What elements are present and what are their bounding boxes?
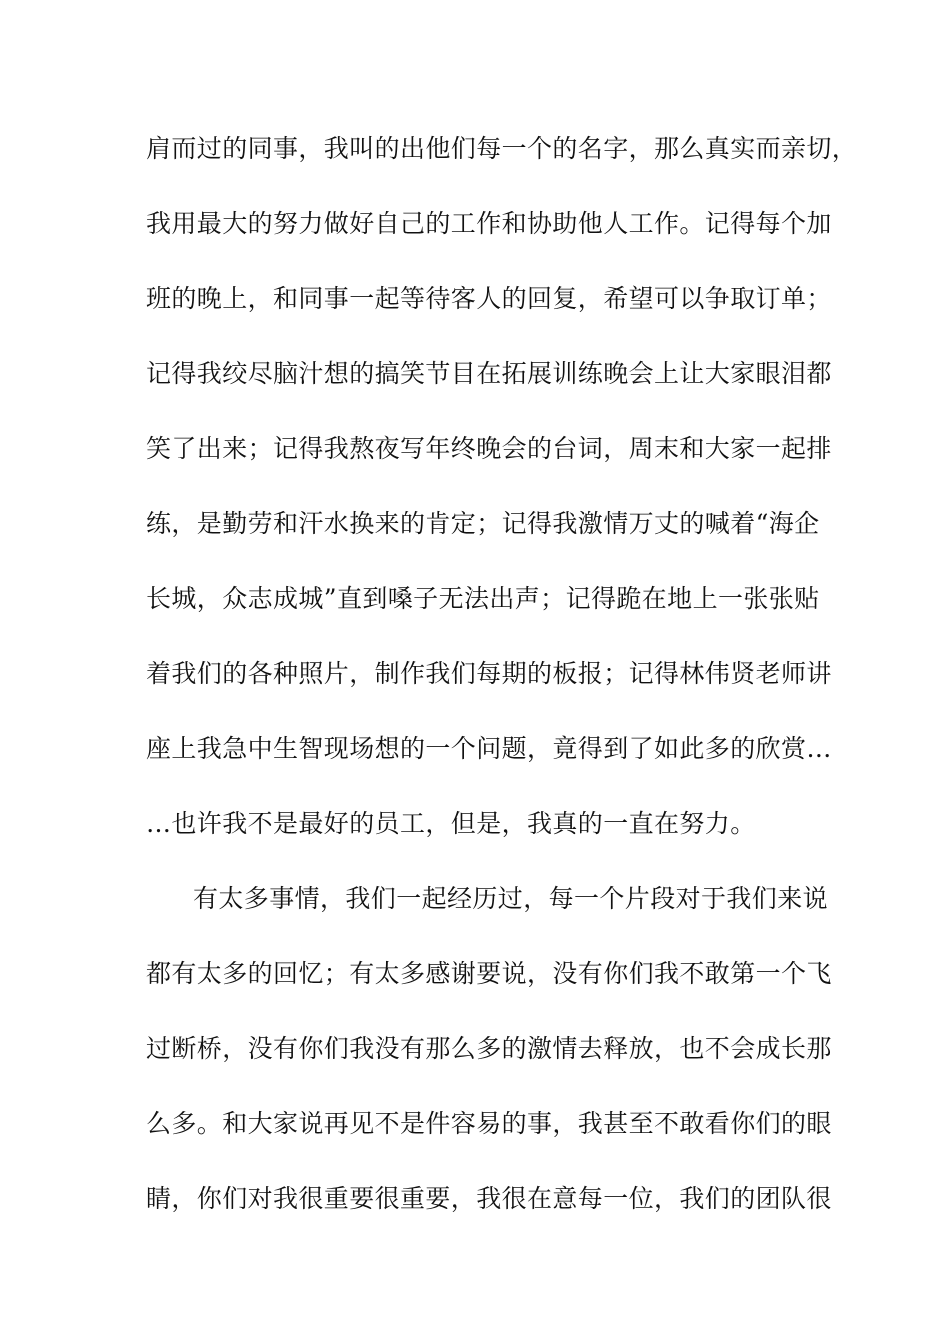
text-line: 肩而过的同事，我叫的出他们每一个的名字，那么真实而亲切， (146, 134, 858, 163)
text-line: 长城，众志成城”直到嗓子无法出声；记得跪在地上一张张贴 (146, 584, 820, 613)
text-line: …也许我不是最好的员工，但是，我真的一直在努力。 (146, 809, 756, 838)
body-text (146, 126, 858, 1251)
text-line: 座上我急中生智现场想的一个问题，竟得到了如此多的欣赏… (146, 734, 832, 763)
text-line: 睛，你们对我很重要很重要，我很在意每一位，我们的团队很 (146, 1184, 832, 1213)
text-line: 练，是勤劳和汗水换来的肯定；记得我激情万丈的喊着“海企 (146, 509, 820, 538)
text-line: 记得我绞尽脑汁想的搞笑节目在拓展训练晚会上让大家眼泪都 (146, 359, 832, 388)
text-line: 着我们的各种照片，制作我们每期的板报；记得林伟贤老师讲 (146, 659, 832, 688)
text-line: 都有太多的回忆；有太多感谢要说，没有你们我不敢第一个飞 (146, 959, 832, 988)
text-line: 我用最大的努力做好自己的工作和协助他人工作。记得每个加 (146, 209, 832, 238)
text-line: 么多。和大家说再见不是件容易的事，我甚至不敢看你们的眼 (146, 1109, 832, 1138)
text-line: 过断桥，没有你们我没有那么多的激情去释放，也不会成长那 (146, 1034, 832, 1063)
text-line: 班的晚上，和同事一起等待客人的回复，希望可以争取订单； (146, 284, 832, 313)
paragraph-start-line: 有太多事情，我们一起经历过，每一个片段对于我们来说 (193, 884, 829, 913)
text-line: 笑了出来；记得我熬夜写年终晚会的台词，周末和大家一起排 (146, 434, 832, 463)
